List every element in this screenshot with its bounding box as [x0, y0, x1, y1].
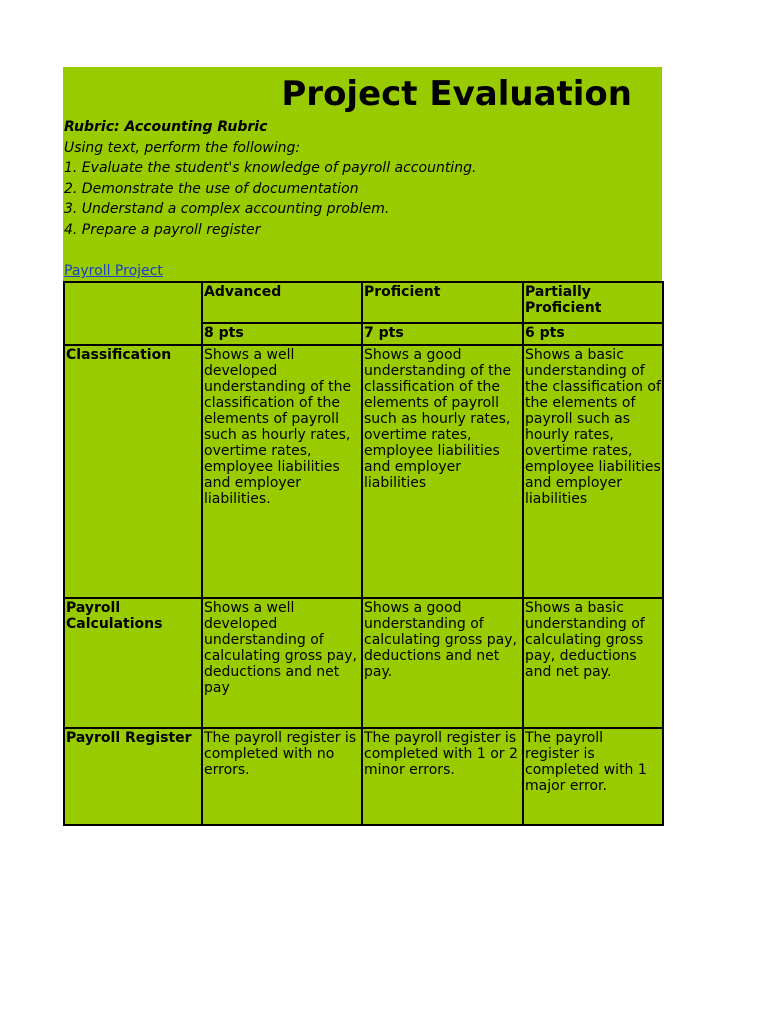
table-cell: The payroll register is completed with 1 or 2 minor errors. — [362, 728, 523, 825]
rubric-intro — [64, 117, 476, 241]
table-header-row — [64, 282, 663, 323]
table-cell: Shows a well developed understanding of calculating gross pay, deductions and net pay — [202, 598, 362, 728]
table-row — [64, 728, 663, 825]
points-proficient: 7 pts — [362, 323, 523, 345]
page-title: Project Evaluation — [281, 74, 632, 114]
points-partially-proficient: 6 pts — [523, 323, 663, 345]
table-cell: Shows a basic understanding of calculating gross pay, deductions and net pay. — [523, 598, 663, 728]
table-cell: The payroll register is completed with no errors. — [202, 728, 362, 825]
objective-item: 1. Evaluate the student's knowledge of payroll accounting. — [64, 160, 477, 177]
rubric-table — [63, 281, 664, 826]
table-cell: Shows a well developed understanding of the classification of the elements of payroll such as hourly rates, overtime rates, employee liabilities and employer liabilities. — [202, 345, 362, 598]
level-header-advanced: Advanced — [202, 282, 362, 323]
table-row — [64, 598, 663, 728]
table-cell: Shows a basic understanding of the classification of the elements of payroll such as hourly rates, overtime rates, employee liabilities and employer liabilities — [523, 345, 663, 598]
instruction-text: Using text, perform the following: — [64, 139, 301, 156]
level-header-partially-proficient: Partially Proficient — [523, 282, 663, 323]
payroll-project-link[interactable]: Payroll Project — [64, 263, 163, 279]
table-cell: The payroll register is completed with 1 major error. — [523, 728, 663, 825]
evaluation-sheet — [63, 67, 662, 824]
table-row — [64, 345, 663, 598]
criterion-payroll-calculations: Payroll Calculations — [64, 598, 202, 728]
rubric-label: Rubric: Accounting Rubric — [64, 119, 268, 135]
points-advanced: 8 pts — [202, 323, 362, 345]
objective-item: 4. Prepare a payroll register — [64, 221, 261, 238]
criterion-payroll-register: Payroll Register — [64, 728, 202, 825]
objective-item: 2. Demonstrate the use of documentation — [64, 180, 359, 197]
level-header-proficient: Proficient — [362, 282, 523, 323]
table-cell: Shows a good understanding of the classification of the elements of payroll such as hourly rates, overtime rates, employee liabilities and employer liabilities — [362, 345, 523, 598]
objective-item: 3. Understand a complex accounting problem. — [64, 201, 390, 218]
empty-header-cell — [64, 282, 202, 345]
table-cell: Shows a good understanding of calculating gross pay, deductions and net pay. — [362, 598, 523, 728]
criterion-classification: Classification — [64, 345, 202, 598]
